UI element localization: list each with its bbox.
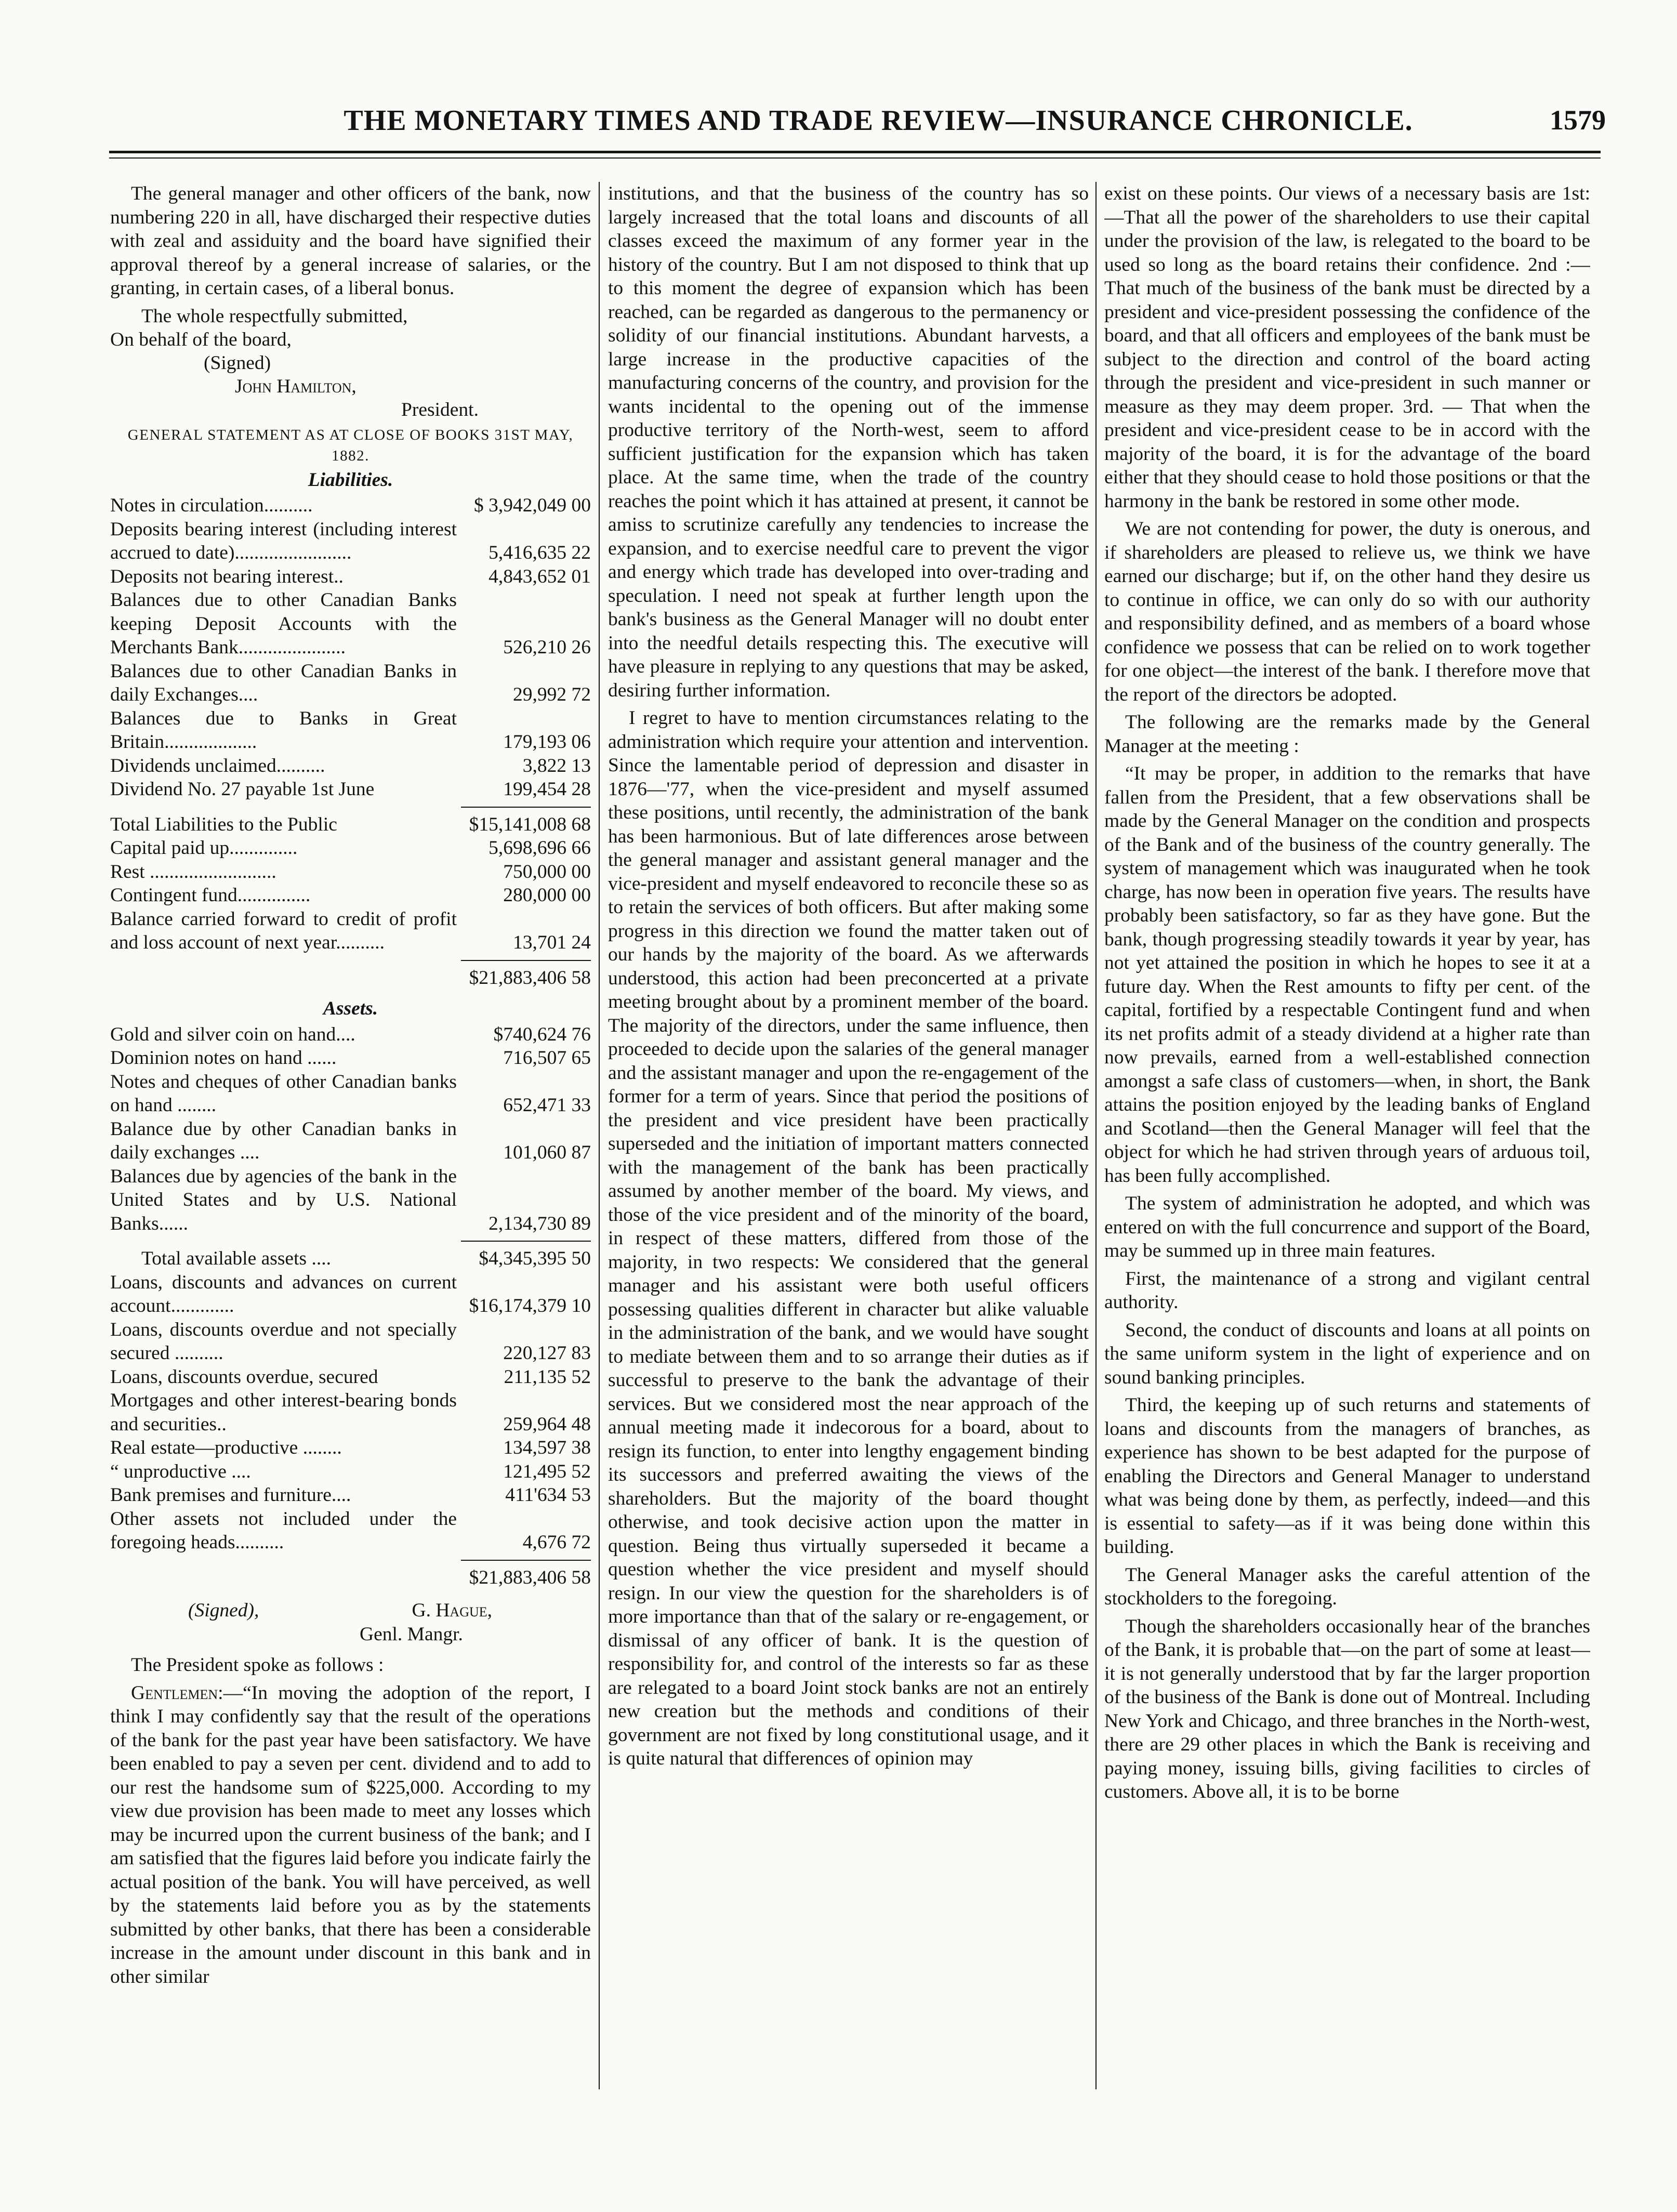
signed-label-2: (Signed), — [188, 1600, 259, 1621]
closing-line: The whole respectfully submitted, — [141, 305, 408, 327]
assets-grand-rule — [461, 1560, 591, 1561]
capital-rows — [110, 836, 591, 955]
signer-title: President. — [401, 399, 479, 420]
total-liabilities-row — [110, 813, 591, 837]
president-spoke: The President spoke as follows : — [131, 1654, 384, 1676]
loan-row — [110, 1460, 591, 1484]
liabilities-rows — [110, 494, 591, 801]
liability-row-amount: 199,454 28 — [503, 779, 591, 800]
column-divider-1 — [599, 182, 600, 2089]
capital-row-label: Rest .......................... — [110, 861, 276, 883]
capital-row — [110, 884, 591, 907]
masthead-title: THE MONETARY TIMES AND TRADE REVIEW—INSURANCE CHRONICLE. — [344, 104, 1413, 137]
loan-row — [110, 1318, 591, 1365]
liability-row — [110, 707, 591, 754]
asset-row-label: Balance due by other Canadian banks in daily exchanges .... — [110, 1118, 457, 1163]
col3-paragraph-7: Second, the conduct of discounts and loans at all points on the same uniform system in the light of experience and on sound banking principles. — [1104, 1319, 1590, 1388]
col2-paragraph-2: I regret to have to mention circumstances relating to the administration which require your attention and intervention. Since the lamentable period of depression and disaster in 1876—'77, when the vice-president and myself assumed these positions, until recently, the administration of the bank has been harmonious. But of late differences arose between the general manager and assistant general manager and the vice-president and myself endeavored to reconcile these so as to retain the services of both officers. But after making some progress in this direction we found the matter taken out of our hands by the majority of the board. As we afterwards understood, this action had been preconcerted at a private meeting brought about by a prominent member of the board. The majority of the directors, under the same influence, then proceeded to decide upon the salaries of the general manager and the assistant manager and upon the re-engagement of the former for a term of years. Since that period the positions of the president and vice president have been practically superseded and the initiation of important matters connected with the management of the bank has been practically assumed by another member of the board. My views, and those of the vice president and of the minority of the board, in respect of these matters, differed from those of the majority, in two respects: We considered that the general manager and his assistant were both useful officers possessing qualities different in character but alike valuable in the administration of the bank, and we would have sought to mediate between them and to so arrange their duties as if successful to preserve to the bank the advantage of their services. But we considered most the near approach of the annual meeting made it indecorous for a board, about to resign its function, to enter into lengthy engagement binding its successors and preferred awaiting the views of the shareholders. But the majority of the board thought otherwise, and took decisive action upon the matter in question. Being thus virtually superseded it became a question whether the vice president and myself should resign. In our view the question for the shareholders is of more importance than that of the salary or re-engagement, or dismissal of any officer of bank. It is the question of responsibility for, and control of the interests so far as these are relegated to a board Joint stock banks are not an entirely new creation but the methods and conditions of their government are not fixed by long constitutional usage, and it is quite natural that differences of opinion may — [608, 707, 1089, 1769]
liability-row-amount: 29,992 72 — [513, 684, 591, 705]
liability-row-label: Notes in circulation.......... — [110, 495, 313, 516]
column-2 — [608, 182, 1089, 2087]
loan-row-label: Loans, discounts and advances on current account............. — [110, 1271, 457, 1316]
loan-row-label: “ unproductive .... — [110, 1460, 251, 1482]
header-rule-thick — [109, 151, 1601, 153]
capital-row-label: Capital paid up.............. — [110, 837, 298, 859]
loan-row — [110, 1507, 591, 1555]
loan-row-amount: 4,676 72 — [522, 1532, 591, 1553]
grand-total-liabilities-row — [110, 966, 591, 990]
intro-paragraph: The general manager and other officers of the bank, now numbering 220 in all, have discharged their respective duties with zeal and assiduity and the board have signified their approval thereof by a general increase of salaries, or the granting, in certain cases, of a liberal bonus. — [110, 183, 591, 299]
total-available-amount: $4,345,395 50 — [479, 1248, 591, 1269]
loan-row-amount: 259,964 48 — [503, 1413, 591, 1435]
asset-row-amount: $740,624 76 — [493, 1023, 591, 1045]
loan-row — [110, 1389, 591, 1436]
gm-name: G. Hague, — [412, 1600, 492, 1621]
column-1 — [110, 182, 591, 2087]
page-number: 1579 — [1550, 104, 1606, 136]
loans-rows — [110, 1271, 591, 1555]
asset-row-label: Balances due by agencies of the bank in the United States and by U.S. National Banks...... — [110, 1165, 457, 1234]
asset-row-amount: 2,134,730 89 — [488, 1213, 591, 1234]
assets-subtotal-rule — [461, 1241, 591, 1242]
col3-paragraph-4: “It may be proper, in addition to the remarks that have fallen from the President, that a few observations shall be made by the General Manager on the condition and prospects of the Bank and of the business of the country generally. The system of management which was inaugurated when he took charge, has now been in operation five years. The results have probably been satisfactory, so far as they have gone. But the bank, though progressing steadily towards it year by year, has not yet attained the position in which he hopes to see it at a future day. When the Rest amounts to fifty per cent. of the capital, fortified by a respectable Contingent fund and when its net profits admit of a steady dividend at a higher rate than now prevails, earned from a well-established connection amongst a safe class of customers—when, in short, the Bank attains the position enjoyed by the leading banks of England and Scotland—then the General Manager will feel that the object for which he had striven through years of arduous toil, has been fully accomplished. — [1104, 763, 1590, 1187]
capital-row — [110, 907, 591, 955]
gm-title: Genl. Mangr. — [360, 1623, 463, 1645]
liability-row-label: Deposits not bearing interest.. — [110, 565, 344, 587]
col3-paragraph-1: exist on these points. Our views of a necessary basis are 1st:—That all the power of the shareholders to use their capital under the provision of the law, is relegated to the board to be used so long as the board retains their confidence. 2nd :—That much of the business of the bank must be directed by a president and vice-president possessing the confidence of the board, and that all officers and employees of the bank must be subject to the direction and control of the board acting through the president and vice-president in such manner or measure as they may deem proper. 3rd. — That when the president and vice-president cease to be in accord with the majority of the board, it is for the advantage of the board either that they should cease to hold those positions or that the harmony in the bank be restored in some other mode. — [1104, 183, 1590, 512]
asset-row-amount: 652,471 33 — [503, 1095, 591, 1116]
col3-paragraph-2: We are not contending for power, the duty is onerous, and if shareholders are pleased to relieve us, we think we have earned our discharge; but if, on the other hand they desire us to continue in office, we can only do so with our authority and responsibility defined, and as members of a board whose confidence we possess that can be relied on to work together for one object—the interest of the bank. I therefore move that the report of the directors be adopted. — [1104, 518, 1590, 705]
signed-label: (Signed) — [204, 352, 271, 374]
assets-rows — [110, 1023, 591, 1236]
loan-row-label: Other assets not included under the foregoing heads.......... — [110, 1508, 457, 1553]
col3-paragraph-8: Third, the keeping up of such returns and statements of loans and discounts from the managers of branches, as experience has shown to be best adapted for the purpose of enabling the Directors and General Manager to understand what was being done by them, as perfectly, indeed—and this is essential to safety—as if it was being done within this building. — [1104, 1394, 1590, 1558]
liability-row-amount: 5,416,635 22 — [488, 542, 591, 563]
column-divider-2 — [1095, 182, 1097, 2089]
total-liabilities-label: Total Liabilities to the Public — [110, 813, 337, 835]
asset-row-amount: 716,507 65 — [503, 1047, 591, 1069]
loan-row — [110, 1483, 591, 1507]
grand-total-assets-row — [110, 1566, 591, 1590]
asset-row — [110, 1046, 591, 1070]
column-3 — [1104, 182, 1590, 2087]
total-available-row — [110, 1247, 591, 1271]
liability-row-label: Dividend No. 27 payable 1st June — [110, 779, 375, 800]
assets-heading: Assets. — [323, 998, 378, 1019]
col3-paragraph-10: Though the shareholders occasionally hear of the branches of the Bank, it is probable that—on the part of some at least—it is not generally understood that by far the larger proportion of the business of the Bank is done out of Montreal. Including New York and Chicago, and three branches in the North-west, there are 29 other places in which the Bank is receiving and paying money, issuing bills, giving facilities to circles of customers. Above all, it is to be borne — [1104, 1615, 1590, 1802]
loan-row-amount: 121,495 52 — [503, 1460, 591, 1482]
asset-row — [110, 1117, 591, 1165]
capital-row — [110, 860, 591, 884]
liability-row-label: Balances due to other Canadian Banks keeping Deposit Accounts with the Merchants Bank...................... — [110, 589, 457, 658]
asset-row — [110, 1165, 591, 1236]
liability-row — [110, 754, 591, 778]
assets-table — [110, 1023, 591, 1590]
col3-paragraph-5: The system of administration he adopted, and which was entered on with the full concurrence and support of the Board, may be summed up in three main features. — [1104, 1193, 1590, 1261]
page-header — [109, 99, 1606, 146]
liability-row-amount: 526,210 26 — [503, 637, 591, 658]
liability-row — [110, 588, 591, 660]
loan-row-amount: $16,174,379 10 — [469, 1295, 591, 1316]
capital-row — [110, 836, 591, 860]
liability-row-amount: 3,822 13 — [522, 755, 591, 776]
asset-row-label: Dominion notes on hand ...... — [110, 1047, 337, 1069]
grand-total-rule — [461, 960, 591, 961]
liability-row-label: Balances due to other Canadian Banks in daily Exchanges.... — [110, 660, 457, 705]
behalf-line: On behalf of the board, — [110, 328, 292, 350]
loan-row — [110, 1271, 591, 1318]
liability-row-amount: $ 3,942,049 00 — [474, 495, 591, 516]
loan-row-label: Bank premises and furniture.... — [110, 1484, 351, 1506]
capital-row-amount: 13,701 24 — [513, 932, 591, 953]
asset-row — [110, 1023, 591, 1047]
total-available-label: Total available assets .... — [141, 1248, 331, 1269]
loan-row-amount: 220,127 83 — [503, 1342, 591, 1364]
report-signoff — [110, 305, 591, 422]
liability-row — [110, 778, 591, 801]
liability-row-amount: 179,193 06 — [503, 731, 591, 753]
gentlemen-word: Gentlemen — [131, 1682, 218, 1704]
liability-row-amount: 4,843,652 01 — [488, 565, 591, 587]
asset-row-label: Gold and silver coin on hand.... — [110, 1023, 355, 1045]
col3-paragraph-9: The General Manager asks the careful attention of the stockholders to the foregoing. — [1104, 1564, 1590, 1609]
capital-row-amount: 280,000 00 — [503, 885, 591, 906]
loan-row-amount: 411'634 53 — [505, 1484, 591, 1506]
header-rule-thin — [109, 157, 1601, 159]
liability-row — [110, 660, 591, 707]
capital-row-label: Balance carried forward to credit of profit and loss account of next year.......... — [110, 908, 457, 953]
liabilities-heading: Liabilities. — [308, 469, 393, 491]
loan-row-label: Real estate—productive ........ — [110, 1437, 342, 1458]
asset-row — [110, 1070, 591, 1117]
loan-row-label: Loans, discounts overdue, secured — [110, 1366, 378, 1388]
loan-row-label: Mortgages and other interest-bearing bonds and securities.. — [110, 1390, 457, 1435]
statement-heading: GENERAL STATEMENT AS AT CLOSE OF BOOKS 31ST MAY, 1882. — [127, 426, 574, 464]
loan-row-amount: 211,135 52 — [504, 1366, 591, 1388]
liability-row — [110, 565, 591, 589]
liability-row — [110, 494, 591, 518]
capital-row-amount: 5,698,696 66 — [488, 837, 591, 859]
total-liabilities-amount: $15,141,008 68 — [469, 813, 591, 835]
loan-row — [110, 1365, 591, 1389]
subtotal-rule — [461, 807, 591, 808]
asset-row-amount: 101,060 87 — [503, 1142, 591, 1163]
col3-paragraph-6: First, the maintenance of a strong and vigilant central authority. — [1104, 1268, 1590, 1313]
liability-row — [110, 518, 591, 565]
speech-start — [110, 1681, 591, 1989]
liability-row-label: Deposits bearing interest (including interest accrued to date)........................ — [110, 518, 457, 563]
speech-start-text: :—“In moving the adoption of the report, I think I may confidently say that the result of the operations of the bank for the past year have been satisfactory. We have been enabled to pay a seven per cent. dividend and to add to our rest the handsome sum of $225,000. According to my view due provision has been made to meet any losses which may be incurred upon the current business of the bank; and I am satisfied that the figures laid before you indicate fairly the actual position of the bank. You will have perceived, as well by the statements laid before you as by the statements submitted by other banks, that there has been a considerable increase in the amount under discount in this bank and in other similar — [110, 1682, 591, 1987]
liability-row-label: Balances due to Banks in Great Britain................... — [110, 707, 457, 753]
loan-row-amount: 134,597 38 — [503, 1437, 591, 1458]
gm-signature — [110, 1599, 591, 1623]
liability-row-label: Dividends unclaimed.......... — [110, 755, 325, 776]
asset-row-label: Notes and cheques of other Canadian banks on hand ........ — [110, 1071, 457, 1116]
signer-name: John Hamilton, — [235, 375, 356, 397]
capital-row-amount: 750,000 00 — [503, 861, 591, 883]
col2-paragraph-1: institutions, and that the business of the country has so largely increased that the total loans and discounts of all classes exceed the maximum of any former year in the history of the country. But I am not disposed to think that up to this moment the degree of expansion which has been reached, can be regarded as dangerous to the permanency or solidity of our financial institutions. Abundant harvests, a large increase in the productive capacities of the manufacturing concerns of the country, and provision for the wants incidental to the opening out of the immense productive territory of the North-west, seem to afford sufficient justification for the expansion which has taken place. At the same time, when the trade of the country reaches the point which it has attained at present, it cannot be amiss to scrutinize carefully any tendencies to increase the expansion, and to exercise needful care to prevent the vigor and energy which trade has developed into over-trading and speculation. I need not speak at further length upon the bank's business as the General Manager will no doubt enter into the needful details respecting this. The executive will have pleasure in replying to any questions that may be asked, desiring further information. — [608, 183, 1089, 701]
grand-total-liabilities: $21,883,406 58 — [469, 967, 591, 989]
grand-total-assets: $21,883,406 58 — [469, 1566, 591, 1588]
loan-row — [110, 1436, 591, 1460]
col3-paragraph-3: The following are the remarks made by the General Manager at the meeting : — [1104, 712, 1590, 757]
loan-row-label: Loans, discounts overdue and not specially secured .......... — [110, 1319, 457, 1364]
liabilities-table — [110, 494, 591, 990]
capital-row-label: Contingent fund............... — [110, 885, 311, 906]
